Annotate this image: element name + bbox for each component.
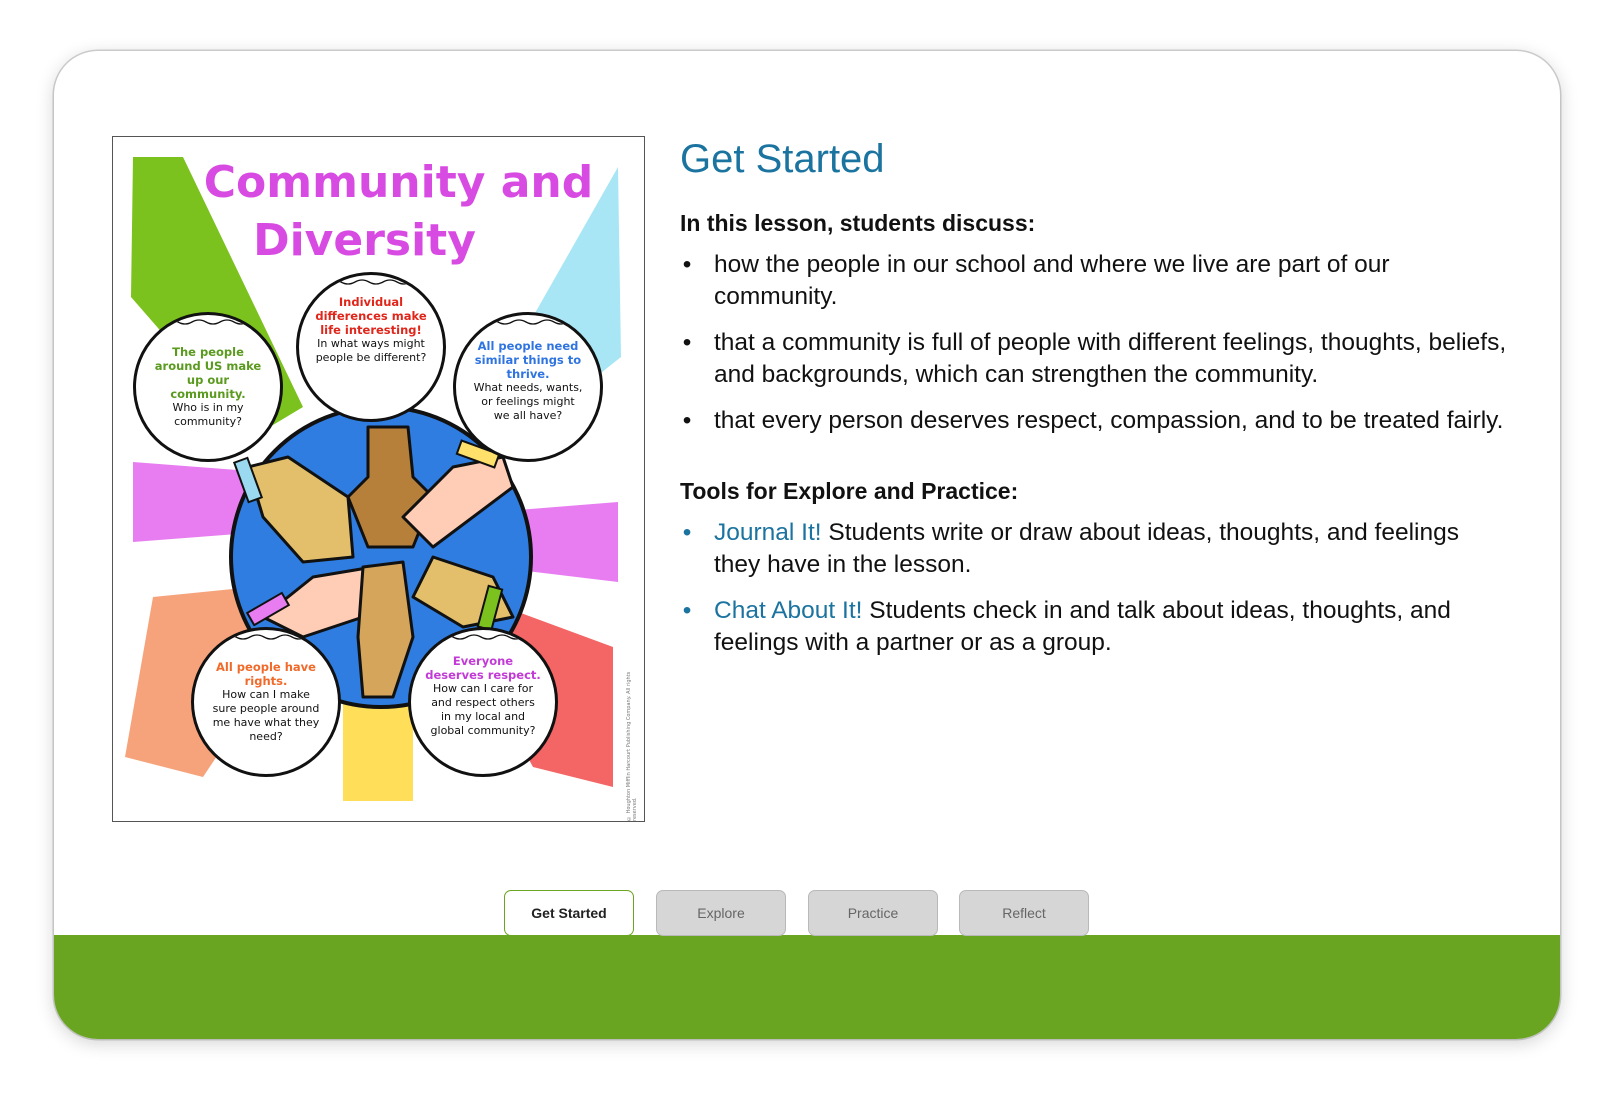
page-title: Get Started	[680, 137, 885, 181]
wave-divider	[194, 633, 304, 641]
journal-it-link[interactable]: Journal It!	[714, 519, 822, 546]
tool-description: Students write or draw about ideas, thoughts, and feelings they have in the lesson.	[714, 519, 1459, 578]
tab-reflect[interactable]: Reflect	[959, 890, 1089, 936]
tools-heading: Tools for Explore and Practice:	[680, 478, 1019, 504]
bubble-heading: All people have rights.	[216, 660, 316, 688]
bubble-question: What needs, wants, or feelings might we all have?	[473, 381, 583, 422]
tab-explore[interactable]: Explore	[656, 890, 786, 936]
bubble-heading: Everyone deserves respect.	[425, 654, 541, 682]
poster-title-line2: Diversity	[253, 215, 476, 266]
poster-bubble	[408, 627, 558, 777]
chat-about-it-link[interactable]: Chat About It!	[714, 597, 863, 624]
bubble-heading: The people around US make up our community.	[154, 345, 262, 401]
bullet-icon: •	[682, 519, 692, 546]
tab-practice[interactable]: Practice	[808, 890, 938, 936]
list-item	[680, 517, 1510, 581]
bullet-icon: •	[682, 407, 692, 434]
wave-divider	[411, 633, 521, 641]
list-item-text: how the people in our school and where we live are part of our community.	[714, 251, 1390, 310]
bubble-question: In what ways might people be different?	[315, 337, 427, 364]
wave-divider	[299, 278, 409, 286]
poster-image	[112, 136, 645, 822]
wave-divider	[456, 318, 566, 326]
list-item	[680, 327, 1510, 391]
bubble-heading: Individual differences make life interesting!	[315, 295, 427, 337]
list-item-text: that every person deserves respect, compassion, and to be treated fairly.	[714, 407, 1504, 434]
poster-title-line1: Community and	[203, 157, 594, 208]
poster-bubble	[133, 312, 283, 462]
bullet-icon: •	[682, 329, 692, 356]
poster-bubble	[191, 627, 341, 777]
lesson-card	[54, 51, 1560, 1039]
tools-list	[680, 517, 1510, 659]
lesson-heading: In this lesson, students discuss:	[680, 210, 1036, 236]
wave-divider	[136, 318, 246, 326]
lesson-points-list	[680, 249, 1510, 437]
bubble-heading: All people need similar things to thrive.	[474, 339, 582, 381]
footer-band	[54, 935, 1560, 1039]
poster-bubble	[453, 312, 603, 462]
list-item	[680, 595, 1510, 659]
bubble-question: How can I make sure people around me have what they need?	[212, 688, 320, 743]
copyright-text: © Houghton Mifflin Harcourt Publishing Company. All rights reserved.	[626, 671, 638, 821]
tool-description: Students check in and talk about ideas, thoughts, and feelings with a partner or as a group.	[714, 597, 1451, 656]
list-item	[680, 405, 1510, 437]
poster-bubble	[296, 272, 446, 422]
list-item-text: that a community is full of people with different feelings, thoughts, beliefs, and backgrounds, which can strengthen the community.	[714, 329, 1507, 388]
lesson-content	[680, 135, 1510, 673]
list-item	[680, 249, 1510, 313]
bullet-icon: •	[682, 597, 692, 624]
bubble-question: Who is in my community?	[172, 401, 244, 428]
tab-get-started[interactable]: Get Started	[504, 890, 634, 936]
bullet-icon: •	[682, 251, 692, 278]
bubble-question: How can I care for and respect others in my local and global community?	[430, 682, 536, 737]
